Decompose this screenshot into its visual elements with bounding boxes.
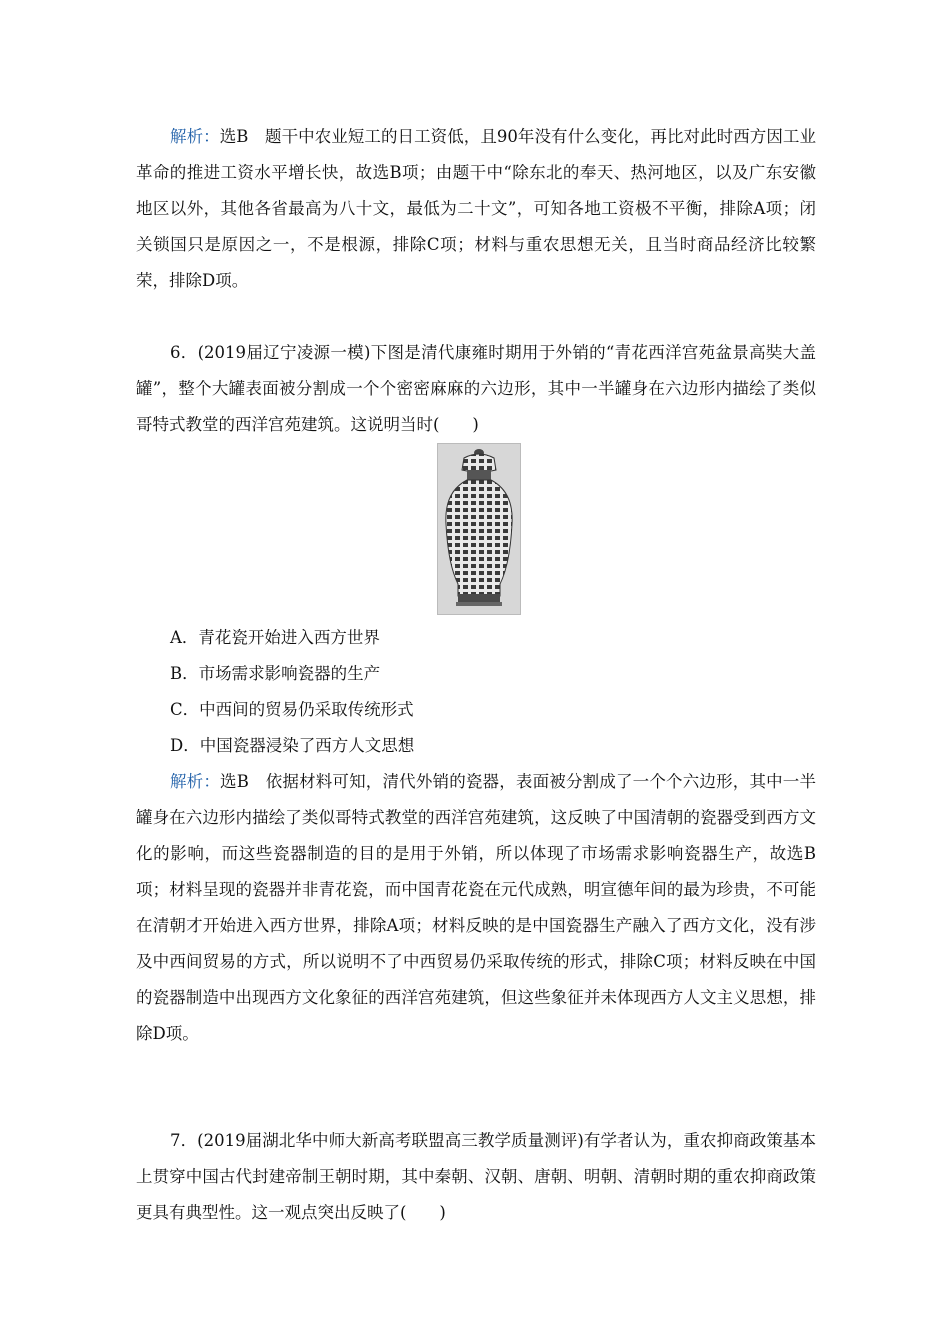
option-c: C．中西间的贸易仍采取传统形式	[170, 700, 414, 719]
q6-stem: 6．(2019届辽宁凌源一模)下图是清代康雍时期用于外销的“青花西洋宫苑盆景高奘大盖罐”，整个大罐表面被分割成一个个密密麻麻的六边形，其中一半罐身在六边形内描绘了类似哥特式教堂的西洋宫苑建筑。这说明当时( )	[136, 343, 816, 434]
analysis-text: 选B 依据材料可知，清代外销的瓷器，表面被分割成了一个个六边形，其中一半罐身在六边形内描绘了类似哥特式教堂的西洋宫苑建筑，这反映了中国清朝的瓷器受到西方文化的影响，而这些瓷器制造的目的是用于外销，所以体现了市场需求影响瓷器生产，故选B项；材料呈现的瓷器并非青花瓷，而中国青花瓷在元代成熟，明宣德年间的最为珍贵，不可能在清朝才开始进入西方世界，排除A项；材料反映的是中国瓷器生产融入了西方文化，没有涉及中西间贸易的方式，所以说明不了中西贸易仍采取传统的形式，排除C项；材料反映在中国的瓷器制造中出现西方文化象征的西洋宫苑建筑，但这些象征并未体现西方人文主义思想，排除D项。	[136, 772, 816, 1043]
analysis-label: 解析：	[170, 772, 221, 791]
analysis-label: 解析：	[170, 127, 220, 146]
option-a: A．青花瓷开始进入西方世界	[170, 628, 380, 647]
analysis-text: 选B 题干中农业短工的日工资低，且90年没有什么变化，再比对此时西方因工业革命的推进工资水平增长快，故选B项；由题干中“除东北的奉天、热河地区，以及广东安徽地区以外，其他各省最高为八十文，最低为二十文”，可知各地工资极不平衡，排除A项；闭关锁国只是原因之一，不是根源，排除C项；材料与重农思想无关，且当时商品经济比较繁荣，排除D项。	[136, 127, 816, 290]
porcelain-jar-icon	[438, 444, 520, 614]
q6-analysis	[136, 764, 816, 1052]
porcelain-jar-image	[437, 443, 521, 615]
q5-analysis	[136, 119, 816, 299]
q7-stem: 7．(2019届湖北华中师大新高考联盟高三教学质量测评)有学者认为，重农抑商政策基本上贯穿中国古代封建帝制王朝时期，其中秦朝、汉朝、唐朝、明朝、清朝时期的重农抑商政策更具有典型性。这一观点突出反映了( )	[136, 1131, 816, 1222]
option-d: D．中国瓷器浸染了西方人文思想	[170, 736, 415, 755]
option-b: B．市场需求影响瓷器的生产	[170, 664, 381, 683]
